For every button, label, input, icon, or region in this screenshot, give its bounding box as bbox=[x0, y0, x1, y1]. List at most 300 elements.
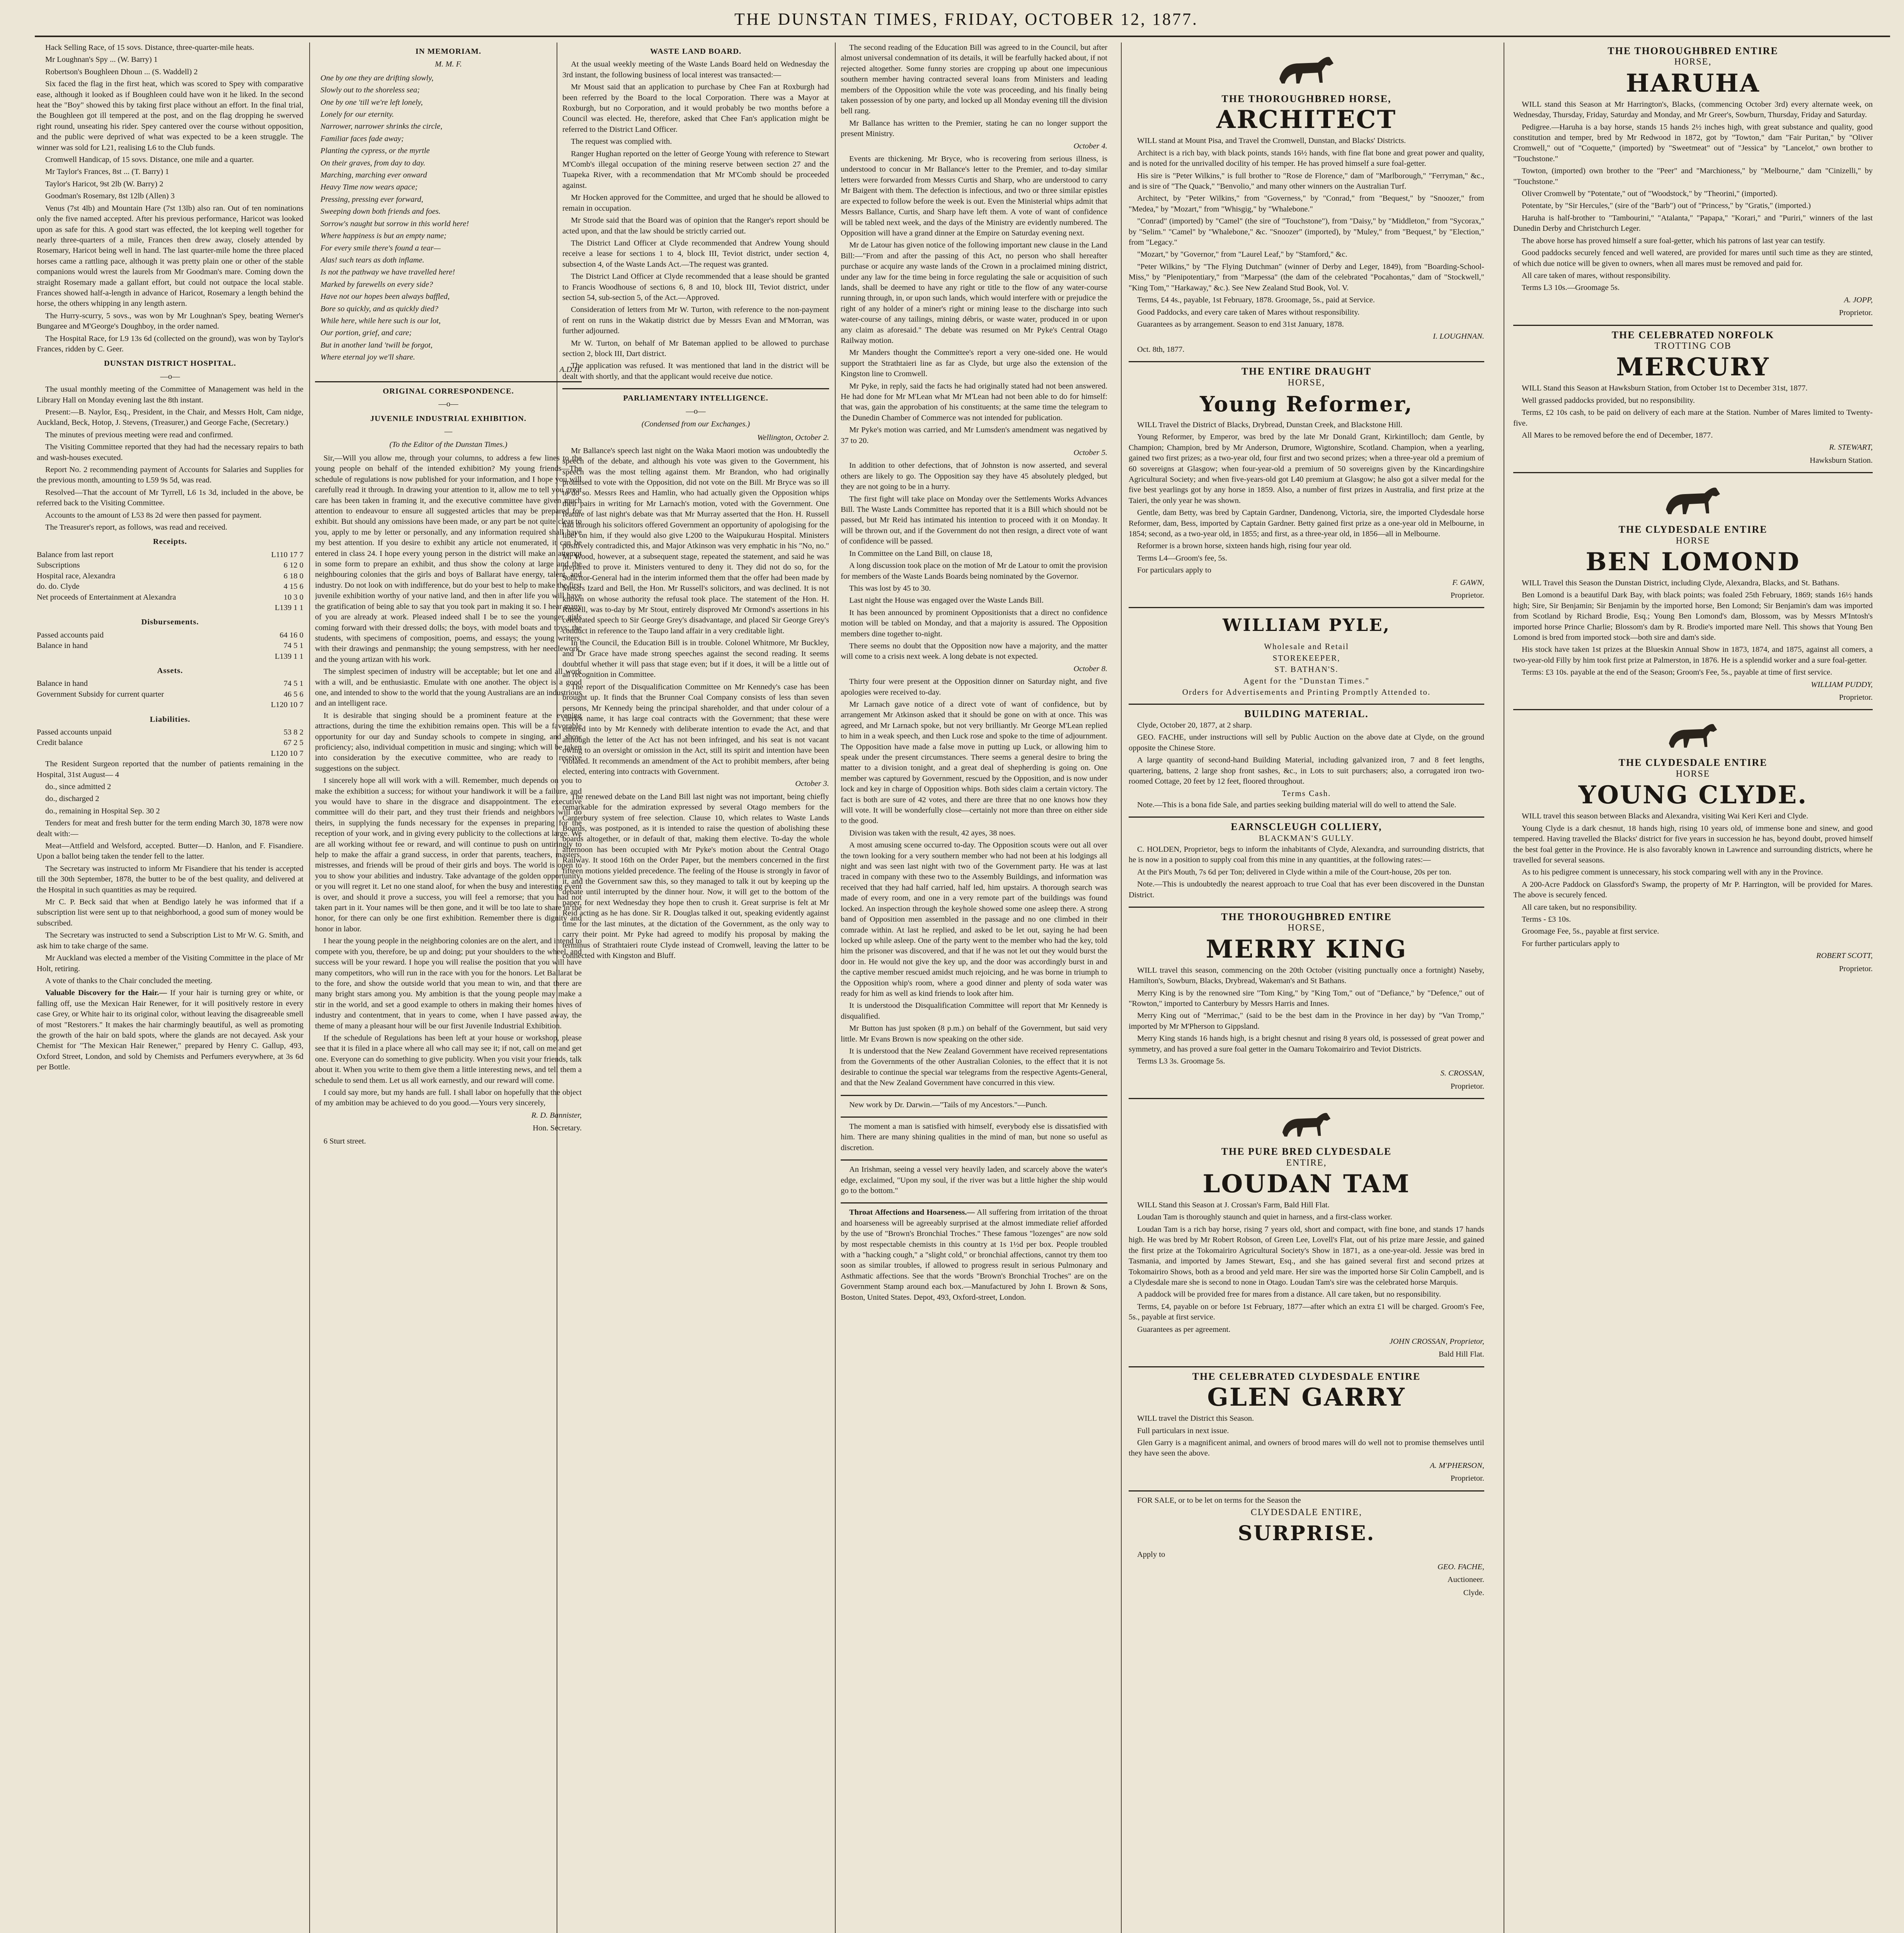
loudan-signature-place: Bald Hill Flat. bbox=[1439, 1350, 1484, 1359]
reformer-signature-title: Proprietor. bbox=[1450, 591, 1484, 600]
dateline: October 5. bbox=[1073, 448, 1107, 457]
waste-land-paragraph: Mr Moust said that an application to purchase by Chee Fan at Roxburgh had been referred by the Board to the local Corporation. There was a Mayor at Roxburgh, but no Corporation, and it would probably be two months before a Council was elected. He, therefore, asked that Chee Fan's application might be referred to the District Land Officer. bbox=[562, 83, 829, 134]
advert-paragraph: "Peter Wilkins," by "The Flying Dutchman" (winner of Derby and Leger, 1849), from "Boarding-School-Miss," by "Plenipotentiary," from "Marpessa" (the dam of the celebrated "Pocahontas," dam of "Stockwell," "King Tom," "Harkaway," &c.). See New Zealand Stud Book, Vol. V. bbox=[1129, 262, 1484, 292]
parliament-continued bbox=[841, 43, 1107, 140]
parliament-paragraph: There seems no doubt that the Opposition now have a majority, and the matter will come to a crisis next week. A long debate is not expected. bbox=[841, 641, 1107, 661]
reformer-heading-2: HORSE, bbox=[1287, 377, 1325, 388]
divider bbox=[315, 381, 582, 382]
loudan-signature: JOHN CROSSAN, Proprietor, bbox=[1389, 1337, 1484, 1346]
parliament-paragraph: Mr Larnach gave notice of a direct vote of want of confidence, but by arrangement Mr Atkinson asked that it should be gone on with at once. This was agreed, and Mr Larnach spoke, but not very brilliantly. Mr George M'Lean replied to him in a weak speech, and then Luck rose and spoke to the time of adjournment. The Opposition have made a false move in putting up Luck, or allowing him to speak under the present circumstances. There seems a general desire to bring the matter to a division tonight, and a great deal of shepherding is going on. One member was captured by Government, rescued by the Opposition, and is now under lock and key in charge of Opposition whips. Both sides claim a certain victory. The fact is both are sure of 42 votes, and there are three that no one knows how they will vote. It will be wonderfully close—certainly not more than three on either side to the good. bbox=[841, 700, 1107, 825]
advert-paragraph: Good Paddocks, and every care taken of Mares without responsibility. bbox=[1137, 308, 1360, 317]
building-text-2: A large quantity of second-hand Building Material, including galvanized iron, 7 and 8 feet lengths, quartering, battens, 2 large shop front sashes, &c., in Lots to suit purchasers; also, a corrugated iron two-roomed Cottage, 20 feet by 12 feet, floored throughout. bbox=[1129, 756, 1484, 786]
haruha-signature-title: Proprietor. bbox=[1839, 309, 1873, 317]
account-label: Net proceeds of Entertainment at Alexandra bbox=[37, 593, 176, 602]
waste-land-paragraph: Mr Strode said that the Board was of opinion that the Ranger's report should be acted upon, and that the law should be strictly carried out. bbox=[562, 216, 829, 235]
poem-line: Our portion, grief, and care; bbox=[320, 329, 412, 338]
lomond-signature-title: Proprietor. bbox=[1839, 693, 1873, 702]
architect-date: Oct. 8th, 1877. bbox=[1137, 345, 1185, 354]
letter-signature-title: Hon. Secretary. bbox=[533, 1124, 582, 1133]
divider: —o— bbox=[686, 407, 706, 416]
advert-paragraph: Merry King out of "Merrimac," (said to be the best dam in the Province in her day) by "Van Tromp," imported by Mr M'Pherson to Gippsland. bbox=[1129, 1011, 1484, 1031]
building-text: GEO. FACHE, under instructions will sell by Public Auction on the above date at Clyde, on the ground opposite the Chinese Store. bbox=[1129, 733, 1484, 752]
haruha-advert bbox=[1513, 99, 1873, 293]
poem-line: Sorrow's naught but sorrow in this world here! bbox=[320, 219, 469, 228]
receipts-heading: Receipts. bbox=[153, 537, 187, 546]
merry-name: MERRY KING bbox=[1206, 934, 1407, 964]
advert-paragraph: All care taken of mares, without responsibility. bbox=[1522, 271, 1671, 280]
divider bbox=[841, 1159, 1107, 1161]
haruha-heading-2: HORSE, bbox=[1674, 57, 1712, 67]
account-label: Hospital race, Alexandra bbox=[37, 571, 116, 580]
secondary-adverts bbox=[1129, 607, 1484, 1092]
account-amount: L120 10 7 bbox=[271, 749, 303, 758]
surprise-heading: CLYDESDALE ENTIRE, bbox=[1250, 1507, 1362, 1517]
liabilities-table bbox=[37, 727, 303, 759]
throat-advert bbox=[841, 1207, 1107, 1303]
colliery-rates: At the Pit's Mouth, 7s 6d per Ton; delivered in Clyde within a mile of the Court-house, 20s per ton. bbox=[1137, 868, 1451, 876]
throat-advert-text: All suffering from irritation of the throat and hoarseness will be agreeably surprised at the almost immediate relief afforded by the use of "Brown's Bronchial Troches." These famous "lozenges" are now sold by most respectable chemists in this country at 1s 1½d per box. People troubled with a "hacking cough," a "slight cold," or bronchial affections, cannot try them too soon as similar troubles, if allowed to progress result in serious Pulmonary and Asthmatic affections. See that the words "Brown's Bronchial Troches" are on the Government Stamp around each box.—Manufactured by John I. Brown & Sons, Boston, United States. Depot, 493, Oxford-street, London. bbox=[841, 1208, 1107, 1302]
account-row bbox=[37, 581, 303, 592]
building-terms: Terms Cash. bbox=[1282, 789, 1331, 798]
hospital-paragraph: Resolved—That the account of Mr Tyrrell, L6 1s 3d, included in the above, be referred back to the Visiting Committee. bbox=[37, 488, 303, 508]
hospital-heading: DUNSTAN DISTRICT HOSPITAL. bbox=[104, 359, 237, 368]
divider: — bbox=[444, 427, 453, 436]
parliament-paragraph: The second reading of the Education Bill was agreed to in the Council, but after almost universal condemnation of its details, it will be fearfully hacked about, if not rejected altogether. Some funny stories are cropping up about one impecunious southern member having contracted several loans from Ministers and leading members of the Opposition while the vote was proceeding, and his finally being taken possession of by one party, and locked up all Monday evening till the division bell rang. bbox=[841, 43, 1107, 116]
account-row bbox=[37, 550, 303, 560]
parliament-paragraph: Mr Button has just spoken (8 p.m.) on behalf of the Government, but said very little. Mr Evans Brown is now speaking on the other side. bbox=[841, 1024, 1107, 1043]
advert-paragraph: Guarantees as by arrangement. Season to end 31st January, 1878. bbox=[1137, 320, 1344, 329]
dateline: Wellington, October 2. bbox=[757, 433, 829, 442]
advert-paragraph: Haruha is half-brother to "Tambourini," "Atalanta," "Papapa," "Korari," and "Puriri," winners of the last Dunedin Derby and Christchurch Leger. bbox=[1513, 213, 1873, 233]
surgeon-paragraph: Mr Auckland was elected a member of the Visiting Committee in the place of Mr Holt, retiring. bbox=[37, 954, 303, 973]
column-2 bbox=[315, 43, 582, 1933]
hospital-paragraph: The Treasurer's report, as follows, was read and received. bbox=[45, 523, 228, 532]
advert-paragraph: Ben Lomond is a beautiful Dark Bay, with black points; was foaled 25th February, 1869; stands 16½ hands high; Sire, Sir Benjamin; Sir Benjamin by the imported horse, Ben Lomond; Sir Benjamin's dam was imported from Scotland by Richard Brodie, Esq.; Young Ben Lomond's dam, Blossom, was by Messrs M'Intosh's imported horse Prince Charlie; Blossom's dam by R. Brodie's imported mare Nell. This shows that Young Ben Lomond is bred from imported stock—both sire and dam's side. bbox=[1513, 591, 1873, 642]
merry-heading: THE THOROUGHBRED ENTIRE bbox=[1221, 911, 1392, 922]
parliament-paragraph: Last night the House was engaged over the Waste Lands Bill. bbox=[849, 596, 1044, 605]
merry-heading-2: HORSE, bbox=[1287, 923, 1325, 933]
column-6 bbox=[1513, 43, 1873, 1933]
parliament-report bbox=[562, 446, 829, 777]
advert-paragraph: Pedigree.—Haruha is a bay horse, stands 15 hands 2½ inches high, with great substance and quality, good constitution and temper, bred by Mr Redwood in 1872, got by "Towton," dam "Fair Puritan," by "Oliver Cromwell," out of "Coquette," (imported) by "Sweetmeat" out of "Jessica" by "Lancelot," own brother to "Touchstone." bbox=[1513, 123, 1873, 163]
architect-advert bbox=[1129, 136, 1484, 330]
parliament-paragraph: Mr Pyke, in reply, said the facts he had originally stated had not been answered. He had done for Mr M'Lean what Mr M'Lean had not been able to do for himself: that was, gain the approbation of his constituents; at the same time the telegram to the Dunedin Chamber of Commerce was not intended for publication. bbox=[841, 382, 1107, 422]
advert-paragraph: Towton, (imported) own brother to the "Peer" and "Marchioness," by "Melbourne," dam "Cinizelli," by "Touchstone." bbox=[1513, 167, 1873, 186]
surgeon-paragraph: Mr C. P. Beck said that when at Bendigo lately he was informed that if a subscription list were sent up to that neighborhood, a good sum of money would be subscribed. bbox=[37, 898, 303, 927]
advert-paragraph: Reformer is a brown horse, sixteen hands high, rising four year old. bbox=[1137, 542, 1352, 551]
account-label: do. do. Clyde bbox=[37, 582, 80, 591]
garry-heading: THE CELEBRATED CLYDESDALE ENTIRE bbox=[1192, 1370, 1421, 1382]
merry-signature-title: Proprietor. bbox=[1450, 1082, 1484, 1091]
advert-paragraph: "Conrad" (imported) by "Camel" (the sire of "Touchstone"), from "Daisy," by "Middleton," from "Sycorax," by "Selim." "Camel" by "Whalebone," &c. "Snoozer" (imported), by "Muley," from "Bequest," by "Election," from "Legacy." bbox=[1129, 217, 1484, 247]
hospital-paragraph: Accounts to the amount of L53 8s 2d were then passed for payment. bbox=[45, 511, 262, 520]
advert-paragraph: Terms - £3 10s. bbox=[1522, 915, 1571, 924]
account-row bbox=[37, 630, 303, 641]
account-amount: 46 5 6 bbox=[283, 690, 303, 699]
account-amount: 74 5 1 bbox=[283, 641, 303, 650]
poem-line: Is not the pathway we have travelled here! bbox=[320, 268, 455, 277]
surgeon-paragraph: do., discharged 2 bbox=[45, 794, 99, 803]
account-amount: 64 16 0 bbox=[279, 631, 303, 639]
hair-advert bbox=[37, 988, 303, 1072]
hospital-paragraph: The Visiting Committee reported that they had had the necessary repairs to bath and wash-houses executed. bbox=[37, 443, 303, 462]
receipts-table bbox=[37, 550, 303, 613]
colliery-text: C. HOLDEN, Proprietor, begs to inform the inhabitants of Clyde, Alexandra, and surrounding districts, that he is now in a position to supply coal from this mine in any quantities, at the following rates:— bbox=[1129, 845, 1484, 864]
parliament-paragraph: Mr Manders thought the Committee's report a very one-sided one. He would support the Strathtaieri line as far as Clyde, but urge also the extension of the Kingston line to Cromwell. bbox=[841, 348, 1107, 378]
reformer-heading: THE ENTIRE DRAUGHT bbox=[1241, 366, 1372, 377]
building-heading: BUILDING MATERIAL. bbox=[1244, 708, 1369, 720]
hospital-paragraph: Present:—B. Naylor, Esq., President, in the Chair, and Messrs Holt, Cam nidge, Auckland, Beck, Hotop, J. Stevens, (Treasurer,) and George Fache, (Secretary.) bbox=[37, 408, 303, 427]
haruha-signature: A. JOPP, bbox=[1844, 295, 1873, 304]
surprise-text: FOR SALE, or to be let on terms for the Season the bbox=[1137, 1496, 1301, 1505]
loudan-heading: THE PURE BRED CLYDESDALE bbox=[1221, 1146, 1392, 1157]
clyde-heading: THE CLYDESDALE ENTIRE bbox=[1618, 757, 1768, 769]
hospital-paragraph: The minutes of previous meeting were read and confirmed. bbox=[45, 430, 233, 439]
horse-icon bbox=[1658, 479, 1728, 521]
surprise-apply: Apply to bbox=[1137, 1550, 1165, 1559]
divider bbox=[1129, 704, 1484, 705]
account-amount: 6 18 0 bbox=[283, 571, 303, 580]
divider bbox=[1129, 607, 1484, 608]
colliery-subheading: BLACKMAN'S GULLY. bbox=[1259, 833, 1354, 843]
account-label: Balance from last report bbox=[37, 550, 114, 559]
race-paragraph: Six faced the flag in the first heat, which was scored to Spey with comparative ease, although it looked as if Boughleen could have won it he liked. In the second heat the "Boy" showed this by taking first place without an effort. In the final trial, the Boughleen got ill tempered at the post, and on the flag dropping he swerved right round, unseating his rider. Spey cantered over the course without opposition, and the public were deprived of what was expected to be a keen struggle. The winner was sold for L21, realising L6 to the Club funds. bbox=[37, 80, 303, 152]
account-label: Balance in hand bbox=[37, 641, 88, 650]
throat-advert-title: Throat Affections and Hoarseness.— bbox=[849, 1208, 975, 1217]
parliament-subheading: (Condensed from our Exchanges.) bbox=[641, 420, 750, 428]
surprise-signature-title: Auctioneer. bbox=[1447, 1575, 1484, 1584]
poem-line: For every smile there's found a tear— bbox=[320, 244, 441, 252]
advert-paragraph: His stock have taken 1st prizes at the Blueskin Annual Show in 1873, 1874, and 1875, against all comers, a two-year-old Filly by him took first prize at Palmerston, in 1876. He is a splendid worker and a sure foal-getter. bbox=[1513, 645, 1873, 665]
advert-paragraph: Potentate, by "Sir Hercules," (sire of the "Barb") out of "Princess," by "Gratis," (imported.) bbox=[1522, 201, 1811, 210]
waste-land-paragraph: Consideration of letters from Mr W. Turton, with reference to the non-payment of rent on runs in the Wakatip district due by Messrs Evan and M'Morran, was further adjourned. bbox=[562, 305, 829, 336]
letter-paragraph: It is desirable that singing should be a prominent feature at the evening attractions, during the time the exhibition remains open. This will be a favorable opportunity for our day and Sunday schools to compete in singing, and show proficiency; also, individual competition in music and singing; which will be taken into consideration by the executive committee, who are ready to receive suggestions on the subject. bbox=[315, 711, 582, 773]
assets-heading: Assets. bbox=[157, 666, 183, 675]
advert-paragraph: Architect is a rich bay, with black points, stands 16½ hands, with fine flat bone and great power and quality, and is noted for the unrivalled docility of his temper. He has proved himself a sure foal-getter. bbox=[1129, 148, 1484, 168]
column-rule bbox=[835, 43, 836, 1933]
surgeon-paragraph: Tenders for meat and fresh butter for the term ending March 30, 1878 were now dealt with:— bbox=[37, 819, 303, 838]
irish-item: An Irishman, seeing a vessel very heavily laden, and scarcely above the water's edge, exclaimed, "Upon my soul, if the river was but a little higher the ship would go to the bottom." bbox=[841, 1165, 1107, 1195]
clyde-advert bbox=[1513, 811, 1873, 949]
advert-paragraph: WILL stand this Season at Mr Harrington's, Blacks, (commencing October 3rd) every alternate week, on Wednesday, Thursday, Friday, Saturday and Monday, and Mr Greer's, Sowburn, Thursday, Friday and Saturday. bbox=[1513, 100, 1873, 119]
race-paragraph: The Hurry-scurry, 5 sovs., was won by Mr Loughnan's Spey, beating Werner's Bungaree and M'George's Doughboy, in the order named. bbox=[37, 311, 303, 331]
column-5 bbox=[1129, 43, 1484, 1933]
surgeon-paragraph: A vote of thanks to the Chair concluded the meeting. bbox=[45, 976, 213, 985]
masthead-rule bbox=[35, 36, 1890, 37]
parliament-paragraph: Mr Ballance's speech last night on the Waka Maori motion was undoubtedly the speech of the debate, and although his vote was given to the Government, his speech was the most telling against them. Mr Brandon, who had originally promised to vote with the Opposition, did not vote on the Bill. Mr Bryce was so ill to do so. Messrs Rees and Hamlin, who had actually given the Opposition whips their pairs in writing for Mr Larnach's motion, voted with the Government. One feature of last night's debate was that Mr Murray asserted that the Hon. H. Russell had through his solicitors offered Government an opportunity of apologising for the libel on him, if they would also give L200 to the Waipukurau Hospital. Ministers positively contradicted this, and Major Atkinson was very emphatic in his "No, no." Mr Wood, however, at a subsequent stage, repeated the statement, and said he was prepared to prove it. Ministers ventured to deny it. They did not do so, for the Solicitor-General had in the interim informed them that the offer had been made by Messrs Izard and Bell, the Hon. Mr Russell's solicitors, and was declined. It is not known on whose authority the refusal took place. The statement of the Hon. H. Russell, was to-day by Mr Stout, entirely disproved Mr Ormond's assertions in his celebrated speech to Sir George Grey's disadvantage, and placed Sir George Grey's conduct in reference to the Taupo land affair in a very creditable light. bbox=[562, 446, 829, 635]
advert-paragraph: WILL Stand this Season at J. Crossan's Farm, Bald Hill Flat. bbox=[1137, 1201, 1330, 1210]
account-label: Passed accounts paid bbox=[37, 631, 104, 639]
account-row bbox=[37, 738, 303, 748]
advert-paragraph: Glen Garry is a magnificent animal, and owners of brood mares will do well not to promise themselves until they have seen the above. bbox=[1129, 1438, 1484, 1458]
parliament-paragraph: Mr Ballance has written to the Premier, stating he can no longer support the present Ministry. bbox=[841, 119, 1107, 138]
poem-line: Marked by farewells on every side? bbox=[320, 280, 433, 289]
poem-line: Heavy Time now wears apace; bbox=[320, 183, 418, 192]
parliament-oct5 bbox=[841, 460, 1107, 662]
parliament-paragraph: In the Council, the Education Bill is in trouble. Colonel Whitmore, Mr Buckley, and Dr Grace have made strong speeches against the second reading. It seems doubtful whether it will pass that stage even; but if it does, it will be a little out of all recognition in Committee. bbox=[562, 639, 829, 679]
account-row bbox=[37, 560, 303, 571]
clyde-signature: ROBERT SCOTT, bbox=[1816, 951, 1873, 960]
correspondence-heading: ORIGINAL CORRESPONDENCE. bbox=[383, 387, 514, 395]
mercury-heading: THE CELEBRATED NORFOLK bbox=[1611, 329, 1775, 341]
poem-line: One by one 'till we're left lonely, bbox=[320, 98, 423, 107]
pyle-line: Orders for Advertisements and Printing Promptly Attended to. bbox=[1182, 687, 1431, 697]
account-row bbox=[37, 748, 303, 759]
parliament-paragraph: Thirty four were present at the Opposition dinner on Saturday night, and five apologies were received to-day. bbox=[841, 677, 1107, 697]
race-paragraph: Mr Taylor's Frances, 8st ... (T. Barry) 1 bbox=[45, 167, 169, 176]
moment-item: The moment a man is satisfied with himself, everybody else is dissatisfied with him. There are many shining qualities in the mind of man, but none so useful as discretion. bbox=[841, 1122, 1107, 1152]
loudan-advert bbox=[1129, 1200, 1484, 1335]
parliament-paragraph: Division was taken with the result, 42 ayes, 38 noes. bbox=[849, 828, 1016, 837]
poem-line: Familiar faces fade away; bbox=[320, 134, 404, 143]
advert-paragraph: Merry King is by the renowned sire "Tom King," by "King Tom," out of "Defiance," by "Defence," out of "Rowton," imported to Canterbury by Messrs Harris and Innes. bbox=[1129, 989, 1484, 1008]
waste-land-heading: WASTE LAND BOARD. bbox=[650, 47, 742, 56]
advert-paragraph: WILL travel the District this Season. bbox=[1137, 1414, 1254, 1423]
advert-paragraph: Good paddocks securely fenced and well watered, are provided for mares until such time as they are stinted, of which due notice will be given to owners, when all mares must be removed and paid for. bbox=[1513, 249, 1873, 268]
advert-paragraph: WILL Travel this Season the Dunstan District, including Clyde, Alexandra, Blacks, and St. Bathans. bbox=[1522, 579, 1839, 587]
divider bbox=[841, 1095, 1107, 1096]
parliament-paragraph: In Committee on the Land Bill, on clause 18, bbox=[849, 549, 993, 558]
parliament-paragraph: Mr Pyke's motion was carried, and Mr Lumsden's amendment was negatived by 37 to 20. bbox=[841, 426, 1107, 445]
darwin-item: New work by Dr. Darwin.—"Tails of my Ancestors."—Punch. bbox=[849, 1100, 1047, 1109]
advert-paragraph: The above horse has proved himself a sure foal-getter, which his patrons of last year can testify. bbox=[1522, 236, 1825, 245]
poem-line: Bore so quickly, and as quickly died? bbox=[320, 304, 438, 313]
lomond-advert bbox=[1513, 578, 1873, 678]
poem-line: Lonely for our eternity. bbox=[320, 110, 394, 119]
advert-paragraph: Loudan Tam is thoroughly staunch and quiet in harness, and a first-class worker. bbox=[1137, 1213, 1392, 1222]
haruha-name: HARUHA bbox=[1626, 68, 1760, 98]
account-row bbox=[37, 678, 303, 689]
advert-paragraph: WILL Stand this Season at Hawksburn Station, from October 1st to December 31st, 1877. bbox=[1522, 384, 1808, 393]
hair-advert-text: If your hair is turning grey or white, or falling off, use the Mexican Hair Renewer, for it will positively restore in every case Grey, or White hair to its original color, without leaving the disagreeable smell of most "Restorers." It makes the hair charmingly beautiful, as well as promoting the growth of the hair on bald spots, where the glands are not decayed. Ask your Chemist for "The Mexican Hair Renewer," prepared by Henry C. Gallup, 493, Oxford Street, London, and sold by Chemists and Perfumers everywhere, at 3s 6d per Bottle. bbox=[37, 989, 303, 1072]
account-amount: 6 12 0 bbox=[283, 561, 303, 570]
account-row bbox=[37, 641, 303, 651]
account-amount: 53 8 2 bbox=[283, 728, 303, 736]
divider: —o— bbox=[438, 400, 458, 409]
column-1 bbox=[37, 43, 303, 1933]
divider bbox=[1513, 472, 1873, 473]
advert-paragraph: A 200-Acre Paddock on Glassford's Swamp, the property of Mr P. Harrington, will be provided for Mares. The above is securely fenced. bbox=[1513, 880, 1873, 900]
column-rule bbox=[309, 43, 310, 1933]
lomond-name: BEN LOMOND bbox=[1586, 547, 1800, 576]
race-paragraph: Robertson's Boughleen Dhoun ... (S. Waddell) 2 bbox=[45, 67, 198, 76]
merry-signature: S. CROSSAN, bbox=[1440, 1069, 1484, 1078]
lomond-heading: THE CLYDESDALE ENTIRE bbox=[1618, 524, 1768, 535]
poem-line: Where eternal joy we'll share. bbox=[320, 353, 415, 362]
parliament-oct4 bbox=[841, 154, 1107, 446]
parliament-paragraph: It is understood that the New Zealand Government have received representations from the Governments of the other Australian Colonies, to the effect that it is not desirable to continue the special war telegrams from the respective Agents-General, and that the New Zealand Government have concurred in this view. bbox=[841, 1047, 1107, 1088]
poem-signature: A.D.H. bbox=[559, 365, 582, 374]
poem-line: While here, while here such is our lot, bbox=[320, 316, 441, 325]
advert-paragraph: Terms L3 3s. Groomage 5s. bbox=[1137, 1057, 1225, 1066]
letter-paragraph: The simplest specimen of industry will be acceptable; but let one and all work with a will, and be enthusiastic. Emulate with one another. The object is a good one, and intended to show to the world that the young Australians are an industrious and an intelligent race. bbox=[315, 667, 582, 708]
divider: —o— bbox=[160, 372, 180, 381]
architect-name: ARCHITECT bbox=[1216, 105, 1397, 135]
poem bbox=[315, 73, 582, 363]
waste-land-paragraph: At the usual weekly meeting of the Waste Lands Board held on Wednesday the 3rd instant, the following business of local interest was transacted:— bbox=[562, 60, 829, 79]
letter-paragraph: I could say more, but my hands are full. I shall labor on hopefully that the object of my ambition may be achieved to do you good.—Yours very sincerely, bbox=[315, 1088, 582, 1108]
lomond-signature: WILLIAM PUDDY, bbox=[1811, 680, 1873, 689]
divider bbox=[1129, 1098, 1484, 1099]
dateline: October 3. bbox=[795, 779, 829, 788]
advert-paragraph: Groomage Fee, 5s., payable at first service. bbox=[1522, 927, 1659, 936]
poem-subheading: M. M. F. bbox=[435, 60, 462, 69]
waste-land-paragraph: The application was refused. It was mentioned that land in the district will be dealt with shortly, and that the applicant would receive due notice. bbox=[562, 361, 829, 381]
divider bbox=[1129, 1490, 1484, 1492]
pyle-name: WILLIAM PYLE, bbox=[1223, 615, 1390, 636]
race-paragraph: Venus (7st 4lb) and Mountain Hare (7st 13lb) also ran. Out of ten nominations only the five named accepted. After his previous performance, Haricot was looked upon as safe for this. A good start was effected, the lot keeping well together for nearly three-quarters of a mile, Frances then drew away, closely attended by Rosemary, Haricot being well in hand. The last quarter-mile home the three placed horses came a rattling pace, although it was pretty plain one or other of the stable companions would wrest the laurels from Mr Goodman's mare. Coming down the straight Rosemary made a gallant effort, but could not outpace the local stable. Frances showed half-a-length in advance of Haricot, Rosemary a length behind the horse, the others whipping in any length astern. bbox=[37, 204, 303, 308]
hospital-paragraph: The usual monthly meeting of the Committee of Management was held in the Library Hall on Monday evening last the 8th instant. bbox=[37, 385, 303, 404]
parliament-paragraph: It has been announced by prominent Oppositionists that a direct no confidence motion will be tabled on Monday, and that a majority is assured. The Opposition members dine together to-night. bbox=[841, 608, 1107, 638]
column-4 bbox=[841, 43, 1107, 1933]
divider bbox=[562, 388, 829, 389]
pyle-line: Agent for the "Dunstan Times." bbox=[1243, 676, 1370, 685]
exhibition-letter bbox=[315, 453, 582, 1109]
advert-paragraph: Architect, by "Peter Wilkins," from "Governess," by "Conrad," from "Bequest," by "Snoozer," from "Medea," by "Mozart," from "Whisgig," by "Whalebone." bbox=[1129, 194, 1484, 213]
advert-paragraph: For further particulars apply to bbox=[1522, 939, 1620, 948]
parliament-paragraph: The first fight will take place on Monday over the Settlements Works Advances Bill. The Waste Lands Committee has reported that it is a Bill which should not be passed, but Mr Reid has intimated his intention to proceed with it on Monday. It will be thrown out, and if the Government do not then resign, a direct vote of want of confidence will be passed. bbox=[841, 494, 1107, 546]
editor-line: (To the Editor of the Dunstan Times.) bbox=[389, 440, 508, 449]
divider bbox=[841, 1117, 1107, 1118]
surgeon-paragraph: The Secretary was instructed to inform Mr Fisandiere that his tender is accepted till the 30th September, 1878, the butter to be of the best quality, and delivered at the Hospital in such quantities as may be required. bbox=[37, 864, 303, 894]
poem-line: Pressing, pressing ever forward, bbox=[320, 195, 423, 204]
waste-land-paragraph: Mr Hocken approved for the Committee, and urged that he should be allowed to remain in occupation. bbox=[562, 193, 829, 213]
advert-paragraph: Young Clyde is a dark chesnut, 18 hands high, rising 10 years old, of immense bone and sinew, and good tempered. Having travelled the Blacks' district for five years in succession he has, beyond doubt, proved himself the best foal getter in the Province. He is also favorably known in Lawrence and surrounding districts, where he travelled for several seasons. bbox=[1513, 824, 1873, 864]
liabilities-heading: Liabilities. bbox=[150, 715, 191, 724]
race-paragraph: Cromwell Handicap, of 15 sovs. Distance, one mile and a quarter. bbox=[45, 155, 254, 164]
advert-paragraph: For particulars apply to bbox=[1137, 566, 1211, 575]
surprise-signature: GEO. FACHE, bbox=[1437, 1562, 1484, 1571]
account-label: Balance in hand bbox=[37, 679, 88, 688]
advert-paragraph: Guarantees as per agreement. bbox=[1137, 1325, 1231, 1334]
advert-paragraph: WILL Travel the District of Blacks, Drybread, Dunstan Creek, and Blackstone Hill. bbox=[1137, 420, 1403, 429]
clyde-signature-title: Proprietor. bbox=[1839, 964, 1873, 973]
advert-paragraph: Terms, £2 10s cash, to be paid on delivery of each mare at the Station. Number of Mares limited to Twenty-five. bbox=[1513, 408, 1873, 428]
dateline: October 4. bbox=[1073, 141, 1107, 150]
loudan-name: LOUDAN TAM bbox=[1202, 1169, 1410, 1199]
race-paragraph: Hack Selling Race, of 15 sovs. Distance, three-quarter-mile heats. bbox=[45, 43, 254, 52]
surgeon-paragraph: The Secretary was instructed to send a Subscription List to Mr W. G. Smith, and ask him to take charge of the same. bbox=[37, 931, 303, 950]
advert-paragraph: Terms: £3 10s. payable at the end of the Season; Groom's Fee, 5s., payable at time of first service. bbox=[1522, 668, 1832, 677]
garry-advert bbox=[1129, 1413, 1484, 1459]
divider bbox=[841, 1202, 1107, 1203]
pyle-line: Wholesale and Retail bbox=[1264, 642, 1349, 651]
parliament-paragraph: A long discussion took place on the motion of Mr de Latour to omit the provision for members of the Waste Lands Boards being nominated by the Governor. bbox=[841, 561, 1107, 581]
advert-paragraph: Terms L4—Groom's fee, 5s. bbox=[1137, 554, 1227, 563]
advert-paragraph: His sire is "Peter Wilkins," is full brother to "Rose de Florence," dam of "Marlborough," "Ferryman," &c., and is sire of "The Quack," "Benvolio," and many other winners on the Australian Turf. bbox=[1129, 171, 1484, 191]
advert-paragraph: Oliver Cromwell by "Potentate," out of "Woodstock," by "Theorini," (imported). bbox=[1522, 189, 1778, 198]
exhibition-heading: JUVENILE INDUSTRIAL EXHIBITION. bbox=[370, 414, 527, 423]
poem-line: Slowly out to the shoreless sea; bbox=[320, 86, 420, 95]
advert-paragraph: Terms, £4 4s., payable, 1st February, 1878. Groomage, 5s., paid at Service. bbox=[1137, 296, 1375, 305]
waste-land-paragraph: The request was complied with. bbox=[571, 137, 672, 146]
letter-signature: R. D. Bannister, bbox=[531, 1111, 582, 1120]
waste-land-paragraph: Mr W. Turton, on behalf of Mr Bateman applied to be allowed to purchase section 2, block III, Dart district. bbox=[562, 339, 829, 358]
poem-line: But in another land 'twill be forgot, bbox=[320, 341, 433, 349]
letter-paragraph: If the schedule of Regulations has been left at your house or workshop, please see that it is filed in a place where all who call may see it; if not, call on me and get one. Everyone can do something to give publicity. When you visit your friends, talk about it. When you write to them give them a little interesting news, and tell them a schedule to send them. Let us all work earnestly, and our reward will come. bbox=[315, 1033, 582, 1085]
account-amount: L139 1 1 bbox=[274, 652, 303, 661]
waste-land-report bbox=[562, 59, 829, 382]
advert-paragraph: Gentle, dam Betty, was bred by Captain Gardner, Dandenong, Victoria, sire, the imported Clydesdale horse Reformer, dam, Bess, imported by Captain Gardner. Betty gained first prize as a one-year old in Melbourne, in 1854; second, as a two-year old, in 1855; and first, as a three-year old, in 1856—all in Melbourne. bbox=[1129, 508, 1484, 538]
parliament-paragraph: A most amusing scene occurred to-day. The Opposition scouts were out all over the town looking for a very southern member who had not been at his lodgings all night and was seen last night with two of the Government party. He was at last traced in company with these two to the Assembly Buildings, and information was received that they had half carried, half led, him upstairs. A thorough search was made of every room, and one in a very remote part of the buildings was found locked. An inspection through the keyhole showed some one asleep there. A strong band of Opposition men assembled in the passage and no one climbed in their comrade within. At last he replied, and asked to be let out, saying he had been locked up while asleep. One of the party went to the member who had the key, told him the prisoner was discovered, and that if he was not let out they would burst the door in. He would not give the key up, and the door was accordingly burst in and the captive member rescued amidst much rejoicing, and he was borne in triumph to the Opposition whip's room, where a good dinner and plenty of soda water was ready for him as well as kind friends to look after him. bbox=[841, 841, 1107, 998]
mercury-advert bbox=[1513, 383, 1873, 441]
race-results bbox=[37, 43, 303, 355]
pyle-line: ST. BATHAN'S. bbox=[1274, 665, 1339, 674]
horse-icon bbox=[1272, 48, 1341, 90]
advert-paragraph: A paddock will be provided free for mares from a distance. All care taken, but no responsibility. bbox=[1137, 1290, 1441, 1299]
letter-paragraph: Sir,—Will you allow me, through your columns, to address a few lines to the young people on behalf of the intended exhibition? My young friends—The schedule of regulations is now published for your information, and I hope you will carefully read it through. In drawing your attention to it, allow me to tell you great care has been taken in framing it, and the executive committee have given much attention to endeavour to ensure all suggested articles that may be prepared for exhibit. But should any omissions have been made, or any part be not quite clear to you, apply to me by letter or personally, and any information required shall have my best attention. If you desire to exhibit any article not enumerated, it can be entered in class 24. I hope every young person in the district will make an attempt in some form to prepare an exhibit, and thus show the colony at large and the neighbouring colonies that the girls and boys of Ballarat have energy, talent, and industry. Do not look on with indifference, but do your best to help to make the first juvenile exhibition worthy of your native land, and then in after life you will have the gratification of being able to say that you took part in making it so. I hear many of you are already at work. Pleased indeed shall I be to see the younger girls coming forward with their dressed dolls; the boys, with model boats and toys; the students, with specimens of composition, poems, and essays; the young writers, with their drawings and penmanship; the young sempstress, with her needlework, and the young artizan with his work. bbox=[315, 454, 582, 664]
assets-table bbox=[37, 678, 303, 710]
colliery-heading: EARNSCLEUGH COLLIERY, bbox=[1231, 821, 1382, 833]
advert-paragraph: WILL stand at Mount Pisa, and Travel the Cromwell, Dunstan, and Blacks' Districts. bbox=[1137, 136, 1406, 145]
lomond-heading-2: HORSE bbox=[1676, 535, 1710, 546]
poem-line: Where happiness is but an empty name; bbox=[320, 232, 447, 240]
parliament-paragraph: Mr de Latour has given notice of the following important new clause in the Land Bill:—"From and after the passing of this Act, no person who shall hereafter purchase or acquire any waste lands of the Crown in a proclaimed mining district, under any law for the time being in force regulating the sale or acquisition of such lands, shall be deemed to have any right or title to the flow of any water-course running through, in, or upon such lands, which would interfere with or prejudice the right of any holder of a miner's right or mining lease to the discharge into such water-course of any tailings, mining débris, or waste water, produced in or upon any claim as aforesaid." The debate was resumed on Mr Pyke's Central Otago Railway motion. bbox=[841, 241, 1107, 345]
race-paragraph: Mr Loughnan's Spy ... (W. Barry) 1 bbox=[45, 55, 158, 64]
clyde-heading-2: HORSE bbox=[1676, 769, 1710, 779]
divider bbox=[1129, 1366, 1484, 1367]
waste-land-paragraph: The District Land Officer at Clyde recommended that a lease should be granted to Francis Woodhouse of sections 6, 8 and 10, block III, Teviot district, under section 54, sub-section 5, of the Act.—Approved. bbox=[562, 272, 829, 302]
account-amount: 10 3 0 bbox=[283, 593, 303, 602]
parliament-paragraph: This was lost by 45 to 30. bbox=[849, 584, 931, 593]
poem-line: Alas! such tears as doth inflame. bbox=[320, 256, 424, 264]
surgeon-paragraph: do., remaining in Hospital Sep. 30 2 bbox=[45, 806, 160, 815]
advert-paragraph: All Mares to be removed before the end of December, 1877. bbox=[1522, 431, 1713, 440]
loudan-heading-2: ENTIRE, bbox=[1286, 1157, 1327, 1168]
advert-paragraph: As to his pedigree comment is unnecessary, his stock comparing well with any in the Province. bbox=[1522, 868, 1823, 877]
advert-paragraph: WILL travel this season, commencing on the 20th October (visiting punctually once a fortnight) Naseby, Hamilton's, Sowburn, Blacks, Drybread, Wakeman's and St Bathans. bbox=[1129, 966, 1484, 985]
account-row bbox=[37, 651, 303, 662]
account-amount: 74 5 1 bbox=[283, 679, 303, 688]
haruha-heading: THE THOROUGHBRED ENTIRE bbox=[1608, 45, 1778, 56]
reformer-name: Young Reformer, bbox=[1200, 391, 1413, 416]
advert-paragraph: Well grassed paddocks provided, but no responsibility. bbox=[1522, 396, 1695, 405]
account-row bbox=[37, 592, 303, 603]
advert-paragraph: Terms, £4, payable on or before 1st February, 1877—after which an extra £1 will be charged. Groom's Fee, 5s., payable at first service. bbox=[1129, 1302, 1484, 1322]
poem-line: Marching, marching ever onward bbox=[320, 171, 427, 180]
dateline: October 8. bbox=[1073, 664, 1107, 673]
poem-line: Planting the cypress, or the myrtle bbox=[320, 147, 430, 155]
advert-paragraph: Loudan Tam is a rich bay horse, rising 7 years old, short and compact, with fine bone, and stands 17 hands high. He was bred by Mr Robert Robson, of Green Lee, Lovell's Flat, out of his prize mare Jessie, and gained the first prize at the Tokomairiro Agricultural Society's Show in 1871, as a one-year-old. Jessie was bred in Tasmania, and imported by James Stewart, Esq., and she has gained several first and second prizes at Tokomairiro Shows, both as a brood and yeld mare. Her sire was the imported horse Sir Colin Campbell, and is a Clydesdale mare she is second to none in Otago. Loudan Tam's sire was the celebrated horse Marquis. bbox=[1129, 1225, 1484, 1287]
building-date: Clyde, October 20, 1877, at 2 sharp. bbox=[1137, 721, 1252, 730]
race-paragraph: The Hospital Race, for L9 13s 6d (collected on the ground), was won by Taylor's Frances, ridden by C. Geer. bbox=[37, 334, 303, 353]
account-label: Credit balance bbox=[37, 738, 83, 747]
parliament-paragraph: The renewed debate on the Land Bill last night was not important, being chiefly remarkable for the admiration expressed by several Otago members for the Canterbury system of free selection. Clause 10, which relates to Waste Lands Boards, was postponed, as it is intended to raise the question of abolishing these boards altogether, or in default of that, making them elective. To-day the whole afternoon has been occupied with Mr Pyke's motion about the Central Otago Railway. It stood 16th on the Order Paper, but the members concerned in the first fifteen motions yielded precedence. The feeling of the House is strongly in favor of it, and the Government saw this, so they managed to talk it out by keeping up the debate until interrupted by the dinner hour. Now, it will get to the bottom of the paper, for next Wednesday they hope then to crush it. Great surprise is felt at Mr Reid acting as he has done. Sir R. Douglas talked it out, speaking evidently against time for the last minutes, at the dictation of the Government, as the only way to carry their point. Mr Pyke had agreed to modify his proposal by making the terminus of Strathtaieri route Clyde instead of Cromwell, leaving the latter to be connected with Kingston and Bluff. bbox=[562, 792, 829, 960]
account-row bbox=[37, 603, 303, 613]
poem-line: One by one they are drifting slowly, bbox=[320, 73, 434, 82]
reformer-signature: F. GAWN, bbox=[1452, 578, 1484, 587]
account-amount: L139 1 1 bbox=[274, 603, 303, 612]
parliament-oct8 bbox=[841, 677, 1107, 1088]
account-amount: L120 10 7 bbox=[271, 701, 303, 709]
parliament-report-2 bbox=[562, 792, 829, 961]
pyle-line: STOREKEEPER, bbox=[1272, 653, 1340, 663]
surgeon-paragraph: Meat—Attfield and Welsford, accepted. Butter—D. Hanlon, and F. Fisandiere. Upon a ballot being taken the tender fell to the latter. bbox=[37, 842, 303, 861]
advert-paragraph: All care taken, but no responsibility. bbox=[1522, 903, 1637, 912]
architect-signature: I. LOUGHNAN. bbox=[1433, 332, 1484, 341]
mercury-heading-2: TROTTING COB bbox=[1654, 341, 1732, 351]
account-label: Passed accounts unpaid bbox=[37, 728, 112, 736]
colliery-note: Note.—This is undoubtedly the nearest approach to true Coal that has ever been discovered in the Dunstan District. bbox=[1129, 880, 1484, 899]
surgeon-paragraph: The Resident Surgeon reported that the number of patients remaining in the Hospital, 31st August— 4 bbox=[37, 760, 303, 779]
letter-address: 6 Sturt street. bbox=[324, 1137, 366, 1145]
divider bbox=[1129, 907, 1484, 908]
account-amount: L110 17 7 bbox=[271, 550, 303, 559]
horse-icon bbox=[1662, 716, 1724, 754]
poem-line: Narrower, narrower shrinks the circle, bbox=[320, 122, 443, 131]
disbursements-heading: Disbursements. bbox=[141, 618, 199, 627]
hair-advert-title: Valuable Discovery for the Hair.— bbox=[45, 989, 167, 997]
